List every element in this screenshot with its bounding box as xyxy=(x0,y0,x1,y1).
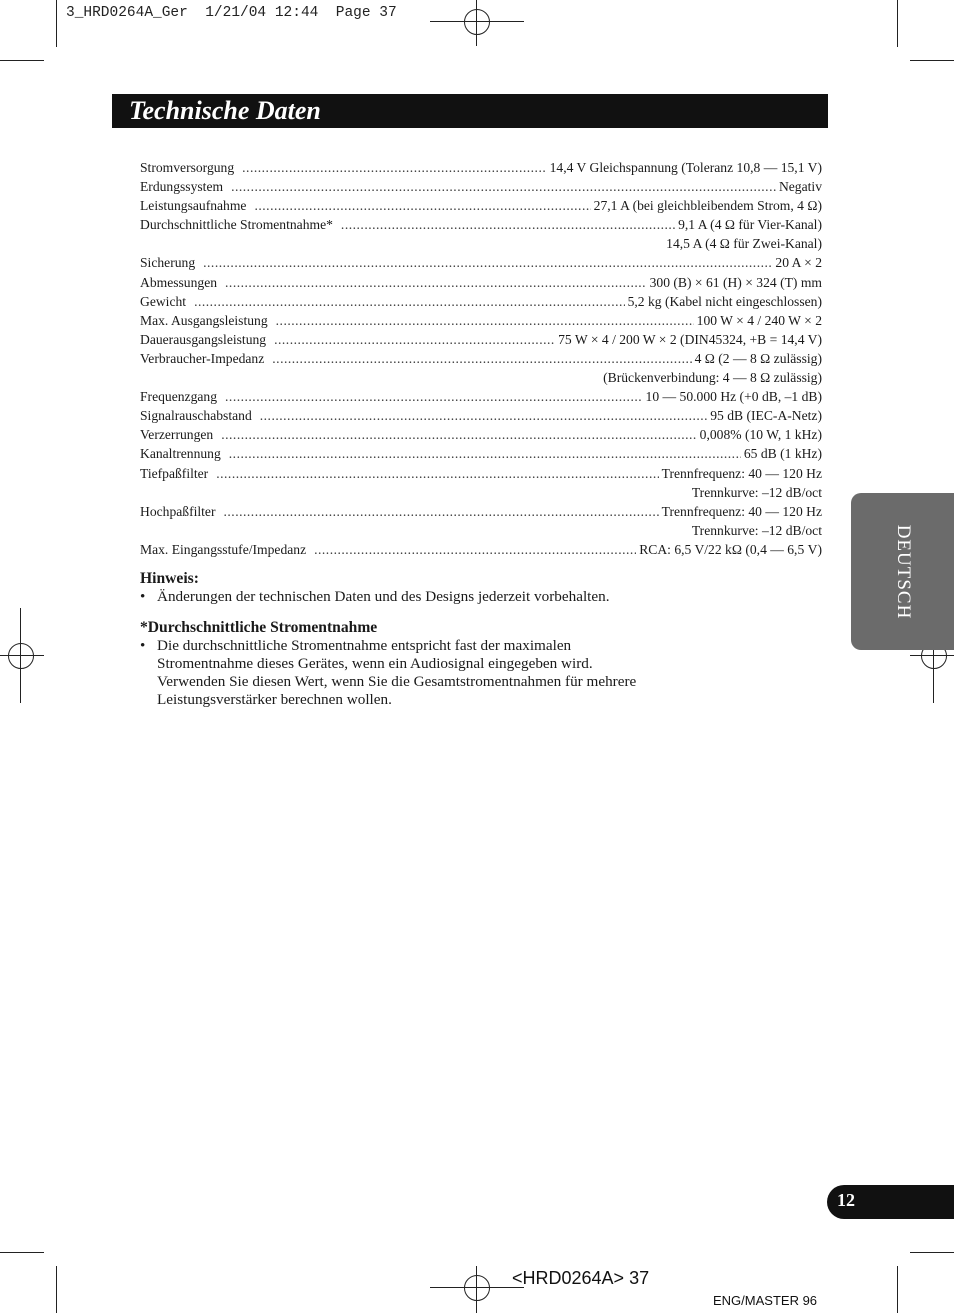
spec-value: RCA: 6,5 V/22 kΩ (0,4 — 6,5 V) xyxy=(639,541,822,557)
spec-value: 27,1 A (bei gleichbleibendem Strom, 4 Ω) xyxy=(593,198,822,214)
hinweis-text: Änderungen der technischen Daten und des Designs jederzeit vorbehalten. xyxy=(157,588,610,605)
spec-value: 9,1 A (4 Ω für Vier-Kanal) xyxy=(678,217,822,233)
dot-leader xyxy=(221,425,696,444)
dot-leader xyxy=(225,387,643,406)
spec-label: Verbraucher-Impedanz xyxy=(140,350,265,366)
stromentnahme-heading: *Durchschnittliche Stromentnahme xyxy=(140,619,378,636)
spec-label: Sicherung xyxy=(140,255,196,271)
spec-value: 300 (B) × 61 (H) × 324 (T) mm xyxy=(649,274,822,290)
dot-leader xyxy=(225,273,647,292)
page-number: 12 xyxy=(837,1190,855,1210)
spec-label: Durchschnittliche Stromentnahme* xyxy=(140,217,333,233)
spec-label: Abmessungen xyxy=(140,274,218,290)
spec-row xyxy=(140,387,822,406)
spec-value: 0,008% (10 W, 1 kHz) xyxy=(699,427,822,443)
page-number-tab xyxy=(827,1185,954,1219)
spec-list xyxy=(140,158,822,559)
hinweis-heading: Hinweis: xyxy=(140,570,199,587)
footer-code: <HRD0264A> 37 xyxy=(512,1268,650,1288)
print-slug: 3_HRD0264A_Ger 1/21/04 12:44 Page 37 xyxy=(66,5,397,21)
spec-value: 5,2 kg (Kabel nicht eingeschlossen) xyxy=(627,293,822,309)
dot-leader xyxy=(274,330,555,349)
spec-label: Kanaltrennung xyxy=(140,446,221,462)
spec-value-continued: 14,5 A (4 Ω für Zwei-Kanal) xyxy=(666,236,822,252)
language-tab xyxy=(851,493,954,650)
dot-leader xyxy=(341,215,675,234)
spec-value: 14,4 V Gleichspannung (Toleranz 10,8 — 15,1 V) xyxy=(549,160,822,175)
spec-row xyxy=(140,425,822,444)
spec-value: Negativ xyxy=(778,179,822,195)
spec-row xyxy=(140,311,822,330)
spec-row xyxy=(140,196,822,215)
dot-leader xyxy=(229,444,741,463)
spec-row xyxy=(140,444,822,463)
spec-value: 75 W × 4 / 200 W × 2 (DIN45324, +B = 14,4 V) xyxy=(558,331,822,347)
spec-value: 100 W × 4 / 240 W × 2 xyxy=(696,312,822,328)
dot-leader xyxy=(231,177,776,196)
spec-row xyxy=(140,406,822,425)
spec-value: 4 Ω (2 — 8 Ω zulässig) xyxy=(694,350,822,366)
bullet-icon: • xyxy=(140,588,146,605)
spec-value: Trennfrequenz: 40 — 120 Hz xyxy=(661,503,822,519)
stromentnahme-line: Die durchschnittliche Stromentnahme entspricht fast der maximalen xyxy=(157,637,572,654)
dot-leader xyxy=(260,406,708,425)
spec-value-continued: Trennkurve: –12 dB/oct xyxy=(691,484,822,500)
dot-leader xyxy=(272,349,691,368)
stromentnahme-line: Verwenden Sie diesen Wert, wenn Sie die Gesamtstromentnahmen für mehrere xyxy=(157,673,637,690)
spec-value-continued: (Brückenverbindung: 4 — 8 Ω zulässig) xyxy=(603,370,822,386)
dot-leader xyxy=(254,196,590,215)
dot-leader xyxy=(203,253,772,272)
hinweis-item xyxy=(140,588,740,606)
spec-row xyxy=(140,502,822,521)
dot-leader xyxy=(242,158,546,177)
stromentnahme-line: Leistungsverstärker berechnen wollen. xyxy=(157,691,392,708)
spec-label: Tiefpaßfilter xyxy=(140,465,209,481)
language-tab-label: DEUTSCH xyxy=(892,524,914,619)
spec-row xyxy=(140,158,822,177)
spec-label: Signalrauschabstand xyxy=(140,408,252,424)
spec-label: Frequenzgang xyxy=(140,389,218,405)
stromentnahme-line: Stromentnahme dieses Gerätes, wenn ein Audiosignal eingegeben wird. xyxy=(157,655,593,672)
notes-section xyxy=(140,570,740,709)
spec-value: Trennfrequenz: 40 — 120 Hz xyxy=(661,465,822,481)
bullet-icon: • xyxy=(140,637,146,654)
spec-label: Stromversorgung xyxy=(140,160,235,175)
dot-leader xyxy=(224,502,659,521)
spec-label: Hochpaßfilter xyxy=(140,503,216,519)
spec-label: Max. Ausgangsleistung xyxy=(140,312,268,328)
dot-leader xyxy=(194,292,625,311)
spec-value: 95 dB (IEC-A-Netz) xyxy=(710,408,822,424)
spec-value: 20 A × 2 xyxy=(775,255,822,271)
dot-leader xyxy=(276,311,694,330)
spec-row xyxy=(140,349,822,368)
spec-label: Verzerrungen xyxy=(140,427,214,443)
spec-row xyxy=(140,330,822,349)
spec-label: Erdungssystem xyxy=(140,179,224,195)
spec-value: 10 — 50.000 Hz (+0 dB, –1 dB) xyxy=(645,389,822,405)
spec-label: Dauerausgangsleistung xyxy=(140,331,267,347)
stromentnahme-item xyxy=(140,637,740,709)
spec-row xyxy=(140,215,822,234)
spec-row xyxy=(140,273,822,292)
spec-row xyxy=(140,464,822,483)
spec-value-continued: Trennkurve: –12 dB/oct xyxy=(691,522,822,538)
spec-row xyxy=(140,540,822,559)
spec-value: 65 dB (1 kHz) xyxy=(743,446,822,462)
spec-row xyxy=(140,253,822,272)
page-title: Technische Daten xyxy=(112,94,828,128)
dot-leader xyxy=(314,540,636,559)
spec-label: Gewicht xyxy=(140,293,187,309)
dot-leader xyxy=(216,464,658,483)
footer-master: ENG/MASTER 96 xyxy=(713,1293,818,1308)
spec-row xyxy=(140,177,822,196)
spec-row xyxy=(140,292,822,311)
spec-label: Max. Eingangsstufe/Impedanz xyxy=(140,541,307,557)
spec-label: Leistungsaufnahme xyxy=(140,198,247,214)
